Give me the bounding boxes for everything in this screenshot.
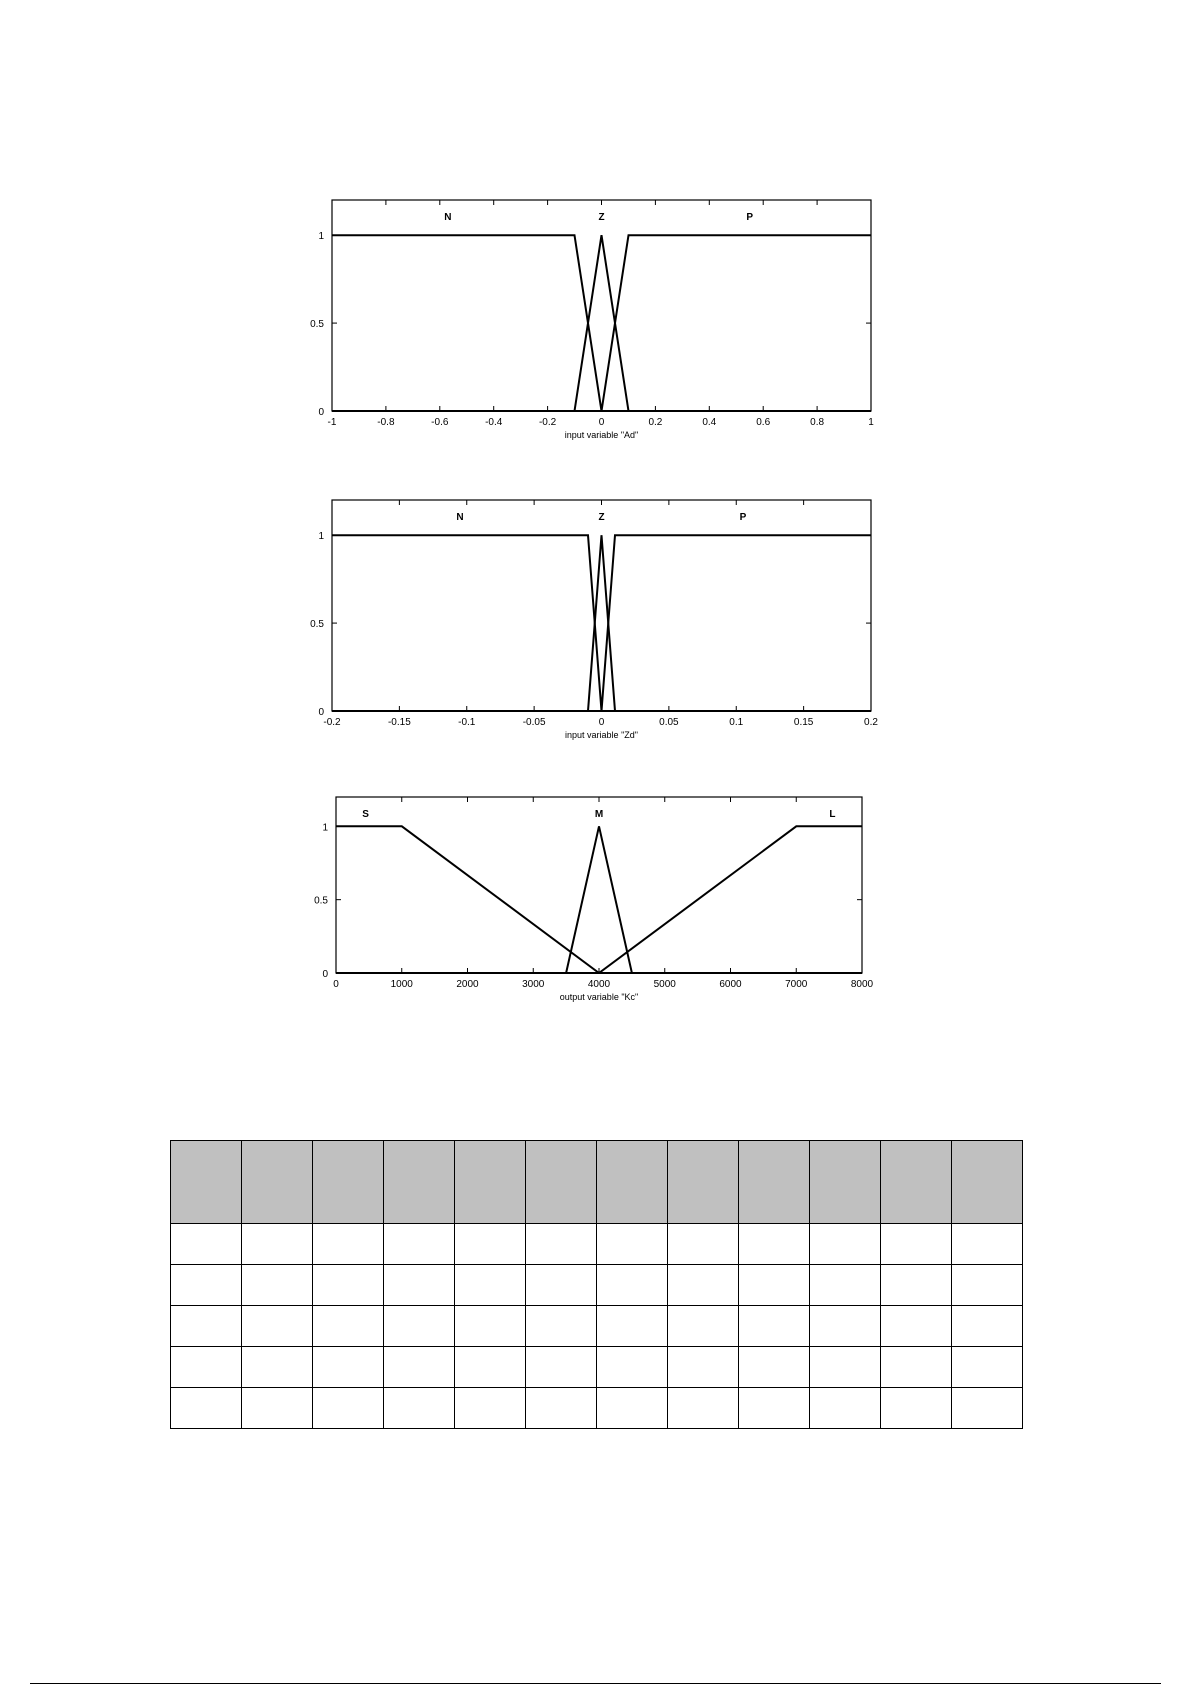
table-cell: [313, 1224, 384, 1265]
chart-ad-membership: [310, 200, 874, 440]
c0-series-z-line: [332, 235, 871, 411]
c1-x-tick-label: -0.05: [522, 717, 546, 728]
table-header-cell: [455, 1141, 526, 1224]
table-cell: [171, 1265, 242, 1306]
table-header-cell: [739, 1141, 810, 1224]
table-cell: [952, 1224, 1023, 1265]
table-cell: [952, 1306, 1023, 1347]
table-header-cell: [242, 1141, 313, 1224]
c0-y-tick-label: 0.5: [310, 319, 324, 331]
table-cell: [597, 1347, 668, 1388]
table-cell: [526, 1224, 597, 1265]
table-cell: [455, 1388, 526, 1429]
table-cell: [810, 1388, 881, 1429]
c0-x-tick-label: 0: [598, 417, 605, 428]
table-cell: [881, 1306, 952, 1347]
table-cell: [810, 1224, 881, 1265]
table-header: [171, 1141, 1023, 1224]
table-cell: [526, 1388, 597, 1429]
c1-series-p-line: [332, 535, 871, 711]
table-header-cell: [668, 1141, 739, 1224]
c0-x-tick-label: -1: [327, 417, 337, 428]
table-cell: [242, 1347, 313, 1388]
c0-x-tick-label: -0.2: [538, 417, 557, 428]
table-row: [171, 1224, 1023, 1265]
c0-y-tick-label: 1: [318, 231, 324, 243]
table-cell: [242, 1265, 313, 1306]
c1-series-n-line: [332, 535, 871, 711]
table-cell: [810, 1306, 881, 1347]
table-cell: [242, 1306, 313, 1347]
table-cell: [171, 1347, 242, 1388]
table-cell: [242, 1224, 313, 1265]
table-cell: [455, 1347, 526, 1388]
table-cell: [810, 1347, 881, 1388]
table-cell: [526, 1347, 597, 1388]
table-cell: [313, 1306, 384, 1347]
c1-y-tick-label: 1: [318, 531, 324, 543]
table-cell: [739, 1388, 810, 1429]
c2-x-tick-label: 7000: [785, 979, 808, 990]
table-cell: [526, 1265, 597, 1306]
c1-y-tick-label: 0.5: [310, 619, 324, 631]
table-cell: [597, 1265, 668, 1306]
c1-x-tick-label: 0.2: [864, 717, 878, 728]
c1-series-z-line: [332, 535, 871, 711]
table-cell: [171, 1388, 242, 1429]
c0-x-tick-label: 1: [868, 417, 874, 428]
c0-plot-frame: [332, 200, 871, 411]
table-cell: [384, 1388, 455, 1429]
c0-series-p-line: [332, 235, 871, 411]
c1-series-z-label: Z: [598, 512, 605, 523]
table-cell: [597, 1224, 668, 1265]
table-cell: [881, 1347, 952, 1388]
c2-x-tick-label: 3000: [522, 979, 545, 990]
table-cell: [384, 1265, 455, 1306]
c0-series-z-label: Z: [598, 212, 605, 223]
table-cell: [597, 1388, 668, 1429]
c2-x-tick-label: 8000: [850, 979, 874, 990]
table-cell: [171, 1306, 242, 1347]
table-cell: [952, 1347, 1023, 1388]
page-bottom-rule: [30, 1683, 1161, 1684]
c2-x-tick-label: 0: [333, 979, 339, 990]
table-header-cell: [597, 1141, 668, 1224]
table-cell: [952, 1265, 1023, 1306]
table-cell: [881, 1224, 952, 1265]
chart-zd-membership: [310, 500, 878, 740]
c0-x-tick-label: 0.4: [702, 417, 717, 428]
c2-series-s-label: S: [362, 809, 369, 820]
table-cell: [739, 1265, 810, 1306]
c1-x-tick-label: 0.05: [659, 717, 679, 728]
table-row: [171, 1347, 1023, 1388]
c1-series-p-label: P: [739, 512, 747, 523]
table-cell: [668, 1224, 739, 1265]
c0-y-tick-label: 0: [318, 407, 324, 418]
table-cell: [384, 1306, 455, 1347]
table-cell: [668, 1347, 739, 1388]
table-header-cell: [952, 1141, 1023, 1224]
c1-x-tick-label: 0.15: [793, 717, 814, 728]
table-cell: [526, 1306, 597, 1347]
c2-x-tick-label: 5000: [653, 979, 676, 990]
c0-x-tick-label: 0.6: [756, 417, 771, 428]
c0-x-tick-label: 0.8: [810, 417, 825, 428]
table-cell: [384, 1347, 455, 1388]
c2-plot-frame: [336, 797, 862, 973]
c1-x-tick-label: 0.1: [729, 717, 744, 728]
c2-x-tick-label: 6000: [719, 979, 742, 990]
table-header-cell: [810, 1141, 881, 1224]
table-header-cell: [313, 1141, 384, 1224]
table-cell: [313, 1347, 384, 1388]
table-header-cell: [171, 1141, 242, 1224]
table-cell: [313, 1265, 384, 1306]
c1-y-tick-label: 0: [318, 707, 324, 718]
table-row: [171, 1388, 1023, 1429]
table-cell: [171, 1224, 242, 1265]
table-row: [171, 1265, 1023, 1306]
c2-y-tick-label: 1: [322, 822, 328, 834]
c0-x-tick-label: -0.4: [485, 417, 503, 428]
table-header-cell: [881, 1141, 952, 1224]
c0-x-tick-label: -0.8: [377, 417, 395, 428]
table-cell: [810, 1265, 881, 1306]
c2-series-l-line: [336, 826, 862, 973]
table-cell: [384, 1224, 455, 1265]
c2-x-tick-label: 4000: [587, 979, 611, 990]
c2-x-tick-label: 1000: [390, 979, 413, 990]
table-cell: [668, 1265, 739, 1306]
table-cell: [881, 1388, 952, 1429]
c0-x-tick-label: -0.6: [431, 417, 449, 428]
c1-plot-frame: [332, 500, 871, 711]
c1-x-tick-label: -0.2: [323, 717, 341, 728]
c0-series-p-label: P: [746, 212, 754, 223]
c1-x-tick-label: -0.15: [387, 717, 411, 728]
c2-series-m-line: [336, 826, 862, 973]
table-cell: [455, 1224, 526, 1265]
c1-x-tick-label: -0.1: [458, 717, 476, 728]
c2-y-tick-label: 0: [322, 969, 328, 980]
table-header-row: [171, 1141, 1023, 1224]
table-header-cell: [526, 1141, 597, 1224]
chart-kc-membership: [314, 797, 873, 1002]
table-cell: [668, 1388, 739, 1429]
table-cell: [952, 1388, 1023, 1429]
table-cell: [597, 1306, 668, 1347]
c0-x-axis-title: input variable "Ad": [564, 430, 639, 440]
table-body: [171, 1224, 1023, 1429]
table-cell: [668, 1306, 739, 1347]
table-cell: [739, 1224, 810, 1265]
table-cell: [242, 1388, 313, 1429]
c0-series-n-line: [332, 235, 871, 411]
c2-y-tick-label: 0.5: [314, 895, 328, 907]
empty-data-table: [170, 1140, 1023, 1429]
c2-x-axis-title: output variable "Kc": [559, 992, 639, 1002]
c1-x-axis-title: input variable "Zd": [565, 730, 638, 740]
table-cell: [881, 1265, 952, 1306]
c0-series-n-label: N: [444, 212, 452, 223]
c2-series-m-label: M: [594, 809, 604, 820]
c2-series-l-label: L: [829, 809, 836, 820]
c2-series-s-line: [336, 826, 862, 973]
c0-x-tick-label: 0.2: [648, 417, 663, 428]
table-cell: [455, 1306, 526, 1347]
table-cell: [739, 1306, 810, 1347]
table-cell: [455, 1265, 526, 1306]
c2-x-tick-label: 2000: [456, 979, 479, 990]
table-cell: [739, 1347, 810, 1388]
table-cell: [313, 1388, 384, 1429]
c1-x-tick-label: 0: [598, 717, 605, 728]
c1-series-n-label: N: [456, 512, 464, 523]
table-row: [171, 1306, 1023, 1347]
table-header-cell: [384, 1141, 455, 1224]
